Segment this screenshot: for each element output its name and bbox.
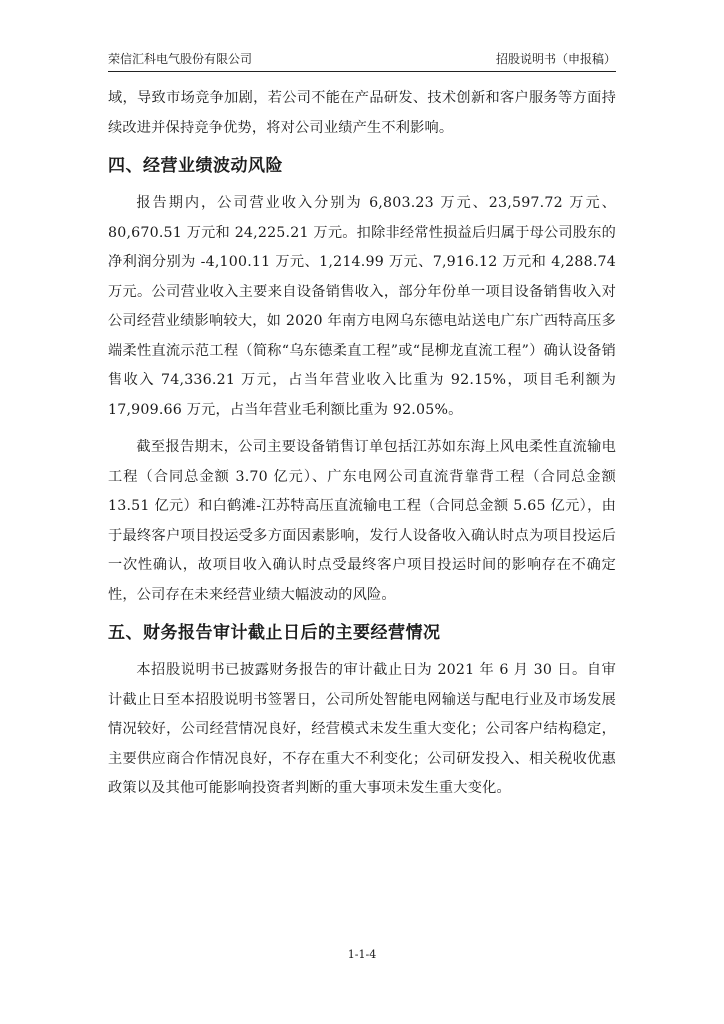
- page-number: 1-1-4: [347, 948, 377, 961]
- section-5-paragraph-1: 本招股说明书已披露财务报告的审计截止日为 2021 年 6 月 30 日。自审计截止日至本招股说明书签署日，公司所处智能电网输送与配电行业及市场发展情况较好，公司经营情况良好，经营模式未发生重大变化；公司客户结构稳定，主要供应商合作情况良好，不存在重大不利变化；公司研发投入、相关税收优惠政策以及其他可能影响投资者判断的重大事项未发生重大变化。: [108, 662, 616, 796]
- header-document-type: 招股说明书（申报稿）: [495, 52, 616, 66]
- page-header: [108, 49, 616, 69]
- header-company-name: 荣信汇科电气股份有限公司: [108, 52, 253, 66]
- section-4-paragraph-1: 报告期内，公司营业收入分别为 6,803.23 万元、23,597.72 万元、80,670.51 万元和 24,225.21 万元。扣除非经常性损益后归属于母公司股东的净利润分别为 -4,100.11 万元、1,214.99 万元、7,916.12 万元和 4,288.74 万元。公司营业收入主要来自设备销售收入，部分年份单一项目设备销售收入对公司经营业绩影响较大，如 2020 年南方电网乌东德电站送电广东广西特高压多端柔性直流示范工程（简称“乌东德柔直工程”或“昆柳龙直流工程”）确认设备销售收入 74,336.21 万元，占当年营业收入比重为 92.15%，项目毛利额为 17,909.66 万元，占当年营业毛利额比重为 92.05%。: [108, 195, 616, 418]
- header-divider: [108, 71, 616, 72]
- document-body: [108, 84, 616, 812]
- section-4-heading: 四、经营业绩波动风险: [108, 156, 283, 176]
- section-5-heading: 五、财务报告审计截止日后的主要经营情况: [108, 623, 441, 643]
- continuation-paragraph: 域，导致市场竞争加剧，若公司不能在产品研发、技术创新和客户服务等方面持续改进并保持竞争优势，将对公司业绩产生不利影响。: [108, 90, 616, 136]
- section-4-paragraph-2: 截至报告期末，公司主要设备销售订单包括江苏如东海上风电柔性直流输电工程（合同总金额 3.70 亿元）、广东电网公司直流背靠背工程（合同总金额 13.51 亿元）和白鹤滩-江苏特高压直流输电工程（合同总金额 5.65 亿元），由于最终客户项目投运受多方面因素影响，发行人设备收入确认时点为项目投运后一次性确认，故项目收入确认时点受最终客户项目投运时间的影响存在不确定性，公司存在未来经营业绩大幅波动的风险。: [108, 439, 616, 603]
